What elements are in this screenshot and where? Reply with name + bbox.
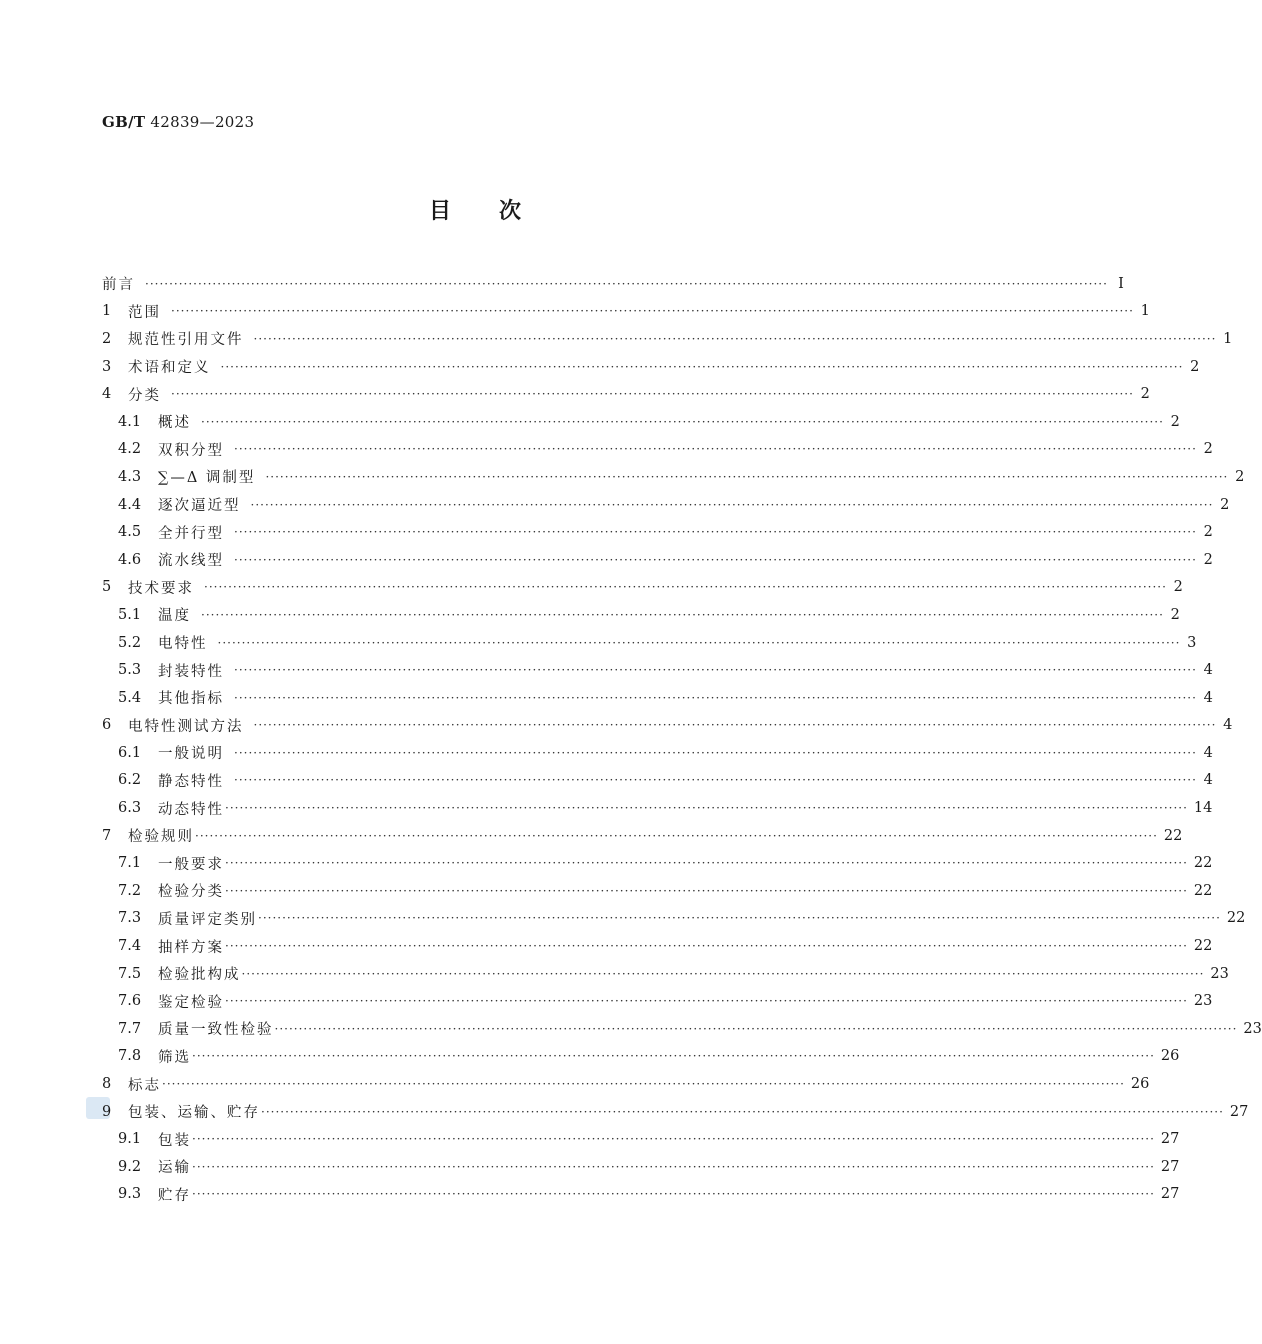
toc-page-number: 4 <box>1203 689 1213 706</box>
toc-entry-label <box>102 991 224 1012</box>
toc-entry[interactable] <box>102 601 1180 629</box>
toc-entry-title: 筛选 <box>158 1049 191 1066</box>
toc-entry-label <box>102 742 224 763</box>
toc-entry-title: ∑—Δ 调制型 <box>158 470 256 487</box>
toc-entry-label <box>102 660 224 681</box>
toc-leader-dots: ········································································································································································································ <box>201 414 1164 429</box>
toc-entry-label <box>102 1129 191 1150</box>
standard-year: 42839—2023 <box>150 113 255 131</box>
toc-entry[interactable] <box>102 1125 1180 1153</box>
toc-entry-number: 7.4 <box>118 938 142 955</box>
toc-entry[interactable] <box>102 960 1229 988</box>
toc-entry-title: 概述 <box>158 415 191 432</box>
toc-page-number: 2 <box>1140 386 1150 403</box>
toc-entry-number: 6.3 <box>118 800 142 817</box>
toc-entry-title: 电特性 <box>158 636 208 653</box>
toc-leader-dots: ········································································································································································································ <box>225 801 1188 816</box>
toc-entry-title: 运输 <box>158 1160 191 1177</box>
toc-entry[interactable] <box>102 822 1183 850</box>
toc-entry-title: 流水线型 <box>158 553 224 570</box>
toc-page-number: 26 <box>1160 1048 1180 1065</box>
toc-entry[interactable] <box>102 1153 1180 1181</box>
toc-entry-title: 封装特性 <box>158 663 224 680</box>
toc-leader-dots: ········································································································································································································ <box>250 497 1214 512</box>
toc-leader-dots: ········································································································································································································ <box>145 276 1108 291</box>
toc-leader-dots: ········································································································································································································ <box>192 1159 1155 1174</box>
toc-leader-dots: ········································································································································································································ <box>162 1077 1125 1092</box>
toc-entry-number: 6.2 <box>118 772 142 789</box>
toc-entry-label <box>102 301 161 322</box>
toc-entry-number: 4.2 <box>118 441 142 458</box>
toc-entry-number: 2 <box>102 330 112 347</box>
toc-entry-title: 前言 <box>102 277 135 294</box>
toc-entry-title: 电特性测试方法 <box>128 718 244 735</box>
toc-entry-label <box>102 632 208 653</box>
toc-page-number: 4 <box>1223 717 1233 734</box>
toc-entry-number: 4.4 <box>118 496 142 513</box>
toc-entry[interactable] <box>102 767 1213 795</box>
toc-entry-title: 全并行型 <box>158 525 224 542</box>
toc-entry-number: 9.3 <box>118 1186 142 1203</box>
toc-entry-number: 4 <box>102 386 112 403</box>
toc-page-number: 1 <box>1223 330 1233 347</box>
toc-entry-title: 标志 <box>128 1077 161 1094</box>
toc-entry-label <box>102 273 135 294</box>
toc-entry[interactable] <box>102 408 1180 436</box>
toc-page-number: 2 <box>1190 358 1200 375</box>
toc-entry-label <box>102 328 244 349</box>
toc-entry-label <box>102 1046 191 1067</box>
page-title: 目次 <box>428 198 569 224</box>
toc-entry-title: 规范性引用文件 <box>128 332 244 349</box>
toc-page-number: 22 <box>1193 855 1213 872</box>
toc-leader-dots: ········································································································································································································ <box>274 1021 1238 1036</box>
toc-entry-title: 贮存 <box>158 1187 191 1204</box>
toc-entry-label <box>102 577 194 598</box>
toc-leader-dots: ········································································································································································································ <box>253 718 1217 733</box>
toc-entry-label <box>102 715 244 736</box>
toc-entry-label <box>102 963 241 984</box>
toc-page-number: 2 <box>1203 524 1213 541</box>
toc-entry[interactable] <box>102 270 1124 298</box>
toc-entry-number: 5.4 <box>118 689 142 706</box>
toc-entry-title: 包装、运输、贮存 <box>128 1105 260 1122</box>
toc-page-number: 4 <box>1203 662 1213 679</box>
toc-leader-dots: ········································································································································································································ <box>225 856 1188 871</box>
toc-entry-number: 7.5 <box>118 965 142 982</box>
toc-entry-number: 7.7 <box>118 1020 142 1037</box>
toc-entry[interactable] <box>102 574 1183 602</box>
toc-entry[interactable] <box>102 656 1213 684</box>
toc-leader-dots: ········································································································································································································ <box>234 663 1197 678</box>
toc-entry-label <box>102 1184 191 1205</box>
standard-code: GB/T <box>102 113 146 131</box>
toc-page-number: 2 <box>1235 468 1245 485</box>
toc-page-number: 27 <box>1229 1103 1249 1120</box>
toc-entry-title: 鉴定检验 <box>158 994 224 1011</box>
toc-page-number: 2 <box>1173 579 1183 596</box>
toc-entry-number: 9.2 <box>118 1158 142 1175</box>
toc-page-number: 1 <box>1140 303 1150 320</box>
toc-page-number: 22 <box>1163 827 1183 844</box>
toc-entry[interactable] <box>102 1015 1262 1043</box>
toc-leader-dots: ········································································································································································································ <box>258 911 1221 926</box>
toc-entry[interactable] <box>102 712 1233 740</box>
toc-leader-dots: ········································································································································································································ <box>201 607 1164 622</box>
toc-entry-title: 一般说明 <box>158 746 224 763</box>
toc-leader-dots: ········································································································································································································ <box>265 469 1229 484</box>
toc-leader-dots: ········································································································································································································ <box>234 442 1197 457</box>
toc-entry-title: 动态特性 <box>158 801 224 818</box>
toc-entry-number: 4.1 <box>118 413 142 430</box>
toc-page-number: 22 <box>1193 882 1213 899</box>
toc-entry-title: 抽样方案 <box>158 939 224 956</box>
toc-entry-number: 5.1 <box>118 606 142 623</box>
toc-leader-dots: ········································································································································································································ <box>261 1104 1224 1119</box>
toc-entry-label <box>102 825 194 846</box>
toc-entry-title: 包装 <box>158 1132 191 1149</box>
toc-entry-number: 7.2 <box>118 882 142 899</box>
toc-entry[interactable] <box>102 491 1230 519</box>
toc-entry-title: 检验批构成 <box>158 967 241 984</box>
toc-leader-dots: ········································································································································································································ <box>225 994 1188 1009</box>
toc-entry-number: 7.6 <box>118 993 142 1010</box>
toc-entry-title: 质量一致性检验 <box>158 1022 274 1039</box>
toc-entry[interactable] <box>102 905 1246 933</box>
toc-entry-label <box>102 1018 274 1039</box>
toc-entry-label <box>102 936 224 957</box>
toc-page-number: 2 <box>1203 551 1213 568</box>
toc-leader-dots: ········································································································································································································ <box>192 1049 1155 1064</box>
toc-page-number: 22 <box>1226 910 1246 927</box>
toc-page-number: 2 <box>1203 441 1213 458</box>
toc-entry-title: 技术要求 <box>128 580 194 597</box>
toc-entry-number: 3 <box>102 358 112 375</box>
toc-entry[interactable] <box>102 1043 1180 1071</box>
toc-entry[interactable] <box>102 436 1213 464</box>
toc-entry-title: 术语和定义 <box>128 360 211 377</box>
toc-entry-label <box>102 439 224 460</box>
toc-page-number: 27 <box>1160 1158 1180 1175</box>
toc-entry-label <box>102 853 224 874</box>
toc-entry[interactable] <box>102 849 1213 877</box>
toc-entry[interactable] <box>102 629 1197 657</box>
toc-entry-label <box>102 356 211 377</box>
toc-entry-title: 其他指标 <box>158 691 224 708</box>
toc-entry[interactable] <box>102 380 1150 408</box>
toc-entry-number: 7.1 <box>118 855 142 872</box>
toc-entry[interactable] <box>102 518 1213 546</box>
toc-entry-number: 5 <box>102 579 112 596</box>
toc-entry[interactable] <box>102 739 1213 767</box>
toc-leader-dots: ········································································································································································································ <box>241 966 1205 981</box>
toc-page-number: 4 <box>1203 744 1213 761</box>
toc-entry[interactable] <box>102 1181 1180 1209</box>
toc-entry-number: 1 <box>102 303 112 320</box>
toc-entry-title: 分类 <box>128 387 161 404</box>
toc-entry-number: 6 <box>102 717 112 734</box>
toc-entry-title: 检验分类 <box>158 884 224 901</box>
toc-page-number: 2 <box>1220 496 1230 513</box>
toc-page-number: 27 <box>1160 1186 1180 1203</box>
toc-entry-label <box>102 770 224 791</box>
toc-page-number: 2 <box>1170 606 1180 623</box>
toc-entry-title: 双积分型 <box>158 442 224 459</box>
toc-entry[interactable] <box>102 987 1213 1015</box>
toc-leader-dots: ········································································································································································································ <box>195 828 1158 843</box>
toc-page-number: 23 <box>1243 1020 1262 1037</box>
toc-entry[interactable] <box>102 932 1213 960</box>
toc-leader-dots: ········································································································································································································ <box>234 525 1197 540</box>
toc-entry-number: 7 <box>102 827 112 844</box>
toc-leader-dots: ········································································································································································································ <box>234 552 1197 567</box>
toc-page-number: 23 <box>1193 993 1213 1010</box>
toc-entry-number: 4.6 <box>118 551 142 568</box>
toc-leader-dots: ········································································································································································································ <box>171 304 1134 319</box>
toc-entry-title: 一般要求 <box>158 856 224 873</box>
toc-page-number: 14 <box>1193 800 1213 817</box>
toc-entry-number: 5.2 <box>118 634 142 651</box>
toc-entry-label <box>102 1101 260 1122</box>
toc-entry-label <box>102 687 224 708</box>
toc-entry-number: 9 <box>102 1103 112 1120</box>
standard-number <box>102 113 254 131</box>
toc-leader-dots: ········································································································································································································ <box>253 331 1217 346</box>
toc-leader-dots: ········································································································································································································ <box>217 635 1181 650</box>
toc-leader-dots: ········································································································································································································ <box>192 1132 1155 1147</box>
toc-page-number: 26 <box>1130 1076 1150 1093</box>
toc-entry[interactable] <box>102 298 1150 326</box>
toc-entry-number: 4.5 <box>118 524 142 541</box>
toc-entry[interactable] <box>102 794 1213 822</box>
toc-entry-title: 逐次逼近型 <box>158 498 241 515</box>
toc-entry-label <box>102 604 191 625</box>
toc-entry-title: 检验规则 <box>128 829 194 846</box>
toc-entry-label <box>102 1156 191 1177</box>
toc-leader-dots: ········································································································································································································ <box>225 939 1188 954</box>
toc-entry-label <box>102 549 224 570</box>
toc-leader-dots: ········································································································································································································ <box>192 1187 1155 1202</box>
table-of-contents <box>102 270 1262 1208</box>
toc-entry-label <box>102 411 191 432</box>
toc-leader-dots: ········································································································································································································ <box>220 359 1184 374</box>
toc-page-number: I <box>1118 275 1124 292</box>
toc-leader-dots: ········································································································································································································ <box>225 883 1188 898</box>
toc-entry[interactable] <box>102 1070 1150 1098</box>
toc-entry-title: 静态特性 <box>158 773 224 790</box>
toc-entry-number: 5.3 <box>118 662 142 679</box>
toc-entry-number: 9.1 <box>118 1131 142 1148</box>
toc-entry[interactable] <box>102 463 1245 491</box>
toc-page-number: 4 <box>1203 772 1213 789</box>
toc-leader-dots: ········································································································································································································ <box>171 387 1134 402</box>
toc-page-number: 23 <box>1210 965 1229 982</box>
toc-page-number: 3 <box>1187 634 1197 651</box>
toc-entry-label <box>102 1074 161 1095</box>
toc-leader-dots: ········································································································································································································ <box>204 580 1167 595</box>
toc-entry-number: 7.8 <box>118 1048 142 1065</box>
toc-entry-number: 6.1 <box>118 744 142 761</box>
toc-entry[interactable] <box>102 684 1213 712</box>
toc-entry-label <box>102 880 224 901</box>
toc-entry-title: 质量评定类别 <box>158 911 257 928</box>
toc-leader-dots: ········································································································································································································ <box>234 745 1197 760</box>
toc-entry-number: 7.3 <box>118 910 142 927</box>
toc-entry[interactable] <box>102 546 1213 574</box>
toc-leader-dots: ········································································································································································································ <box>234 690 1197 705</box>
toc-page-number: 22 <box>1193 938 1213 955</box>
toc-entry-label <box>102 798 224 819</box>
toc-entry-label <box>102 466 255 487</box>
toc-entry-title: 范围 <box>128 304 161 321</box>
toc-entry-number: 4.3 <box>118 468 142 485</box>
toc-page-number: 2 <box>1170 413 1180 430</box>
toc-page-number: 27 <box>1160 1131 1180 1148</box>
toc-entry[interactable] <box>102 353 1200 381</box>
toc-entry[interactable] <box>102 1098 1249 1126</box>
toc-entry-label <box>102 494 241 515</box>
toc-entry[interactable] <box>102 325 1233 353</box>
toc-entry-label <box>102 908 257 929</box>
toc-entry-title: 温度 <box>158 608 191 625</box>
toc-leader-dots: ········································································································································································································ <box>234 773 1197 788</box>
toc-entry-label <box>102 522 224 543</box>
toc-entry-number: 8 <box>102 1076 112 1093</box>
toc-entry[interactable] <box>102 877 1213 905</box>
toc-entry-label <box>102 384 161 405</box>
